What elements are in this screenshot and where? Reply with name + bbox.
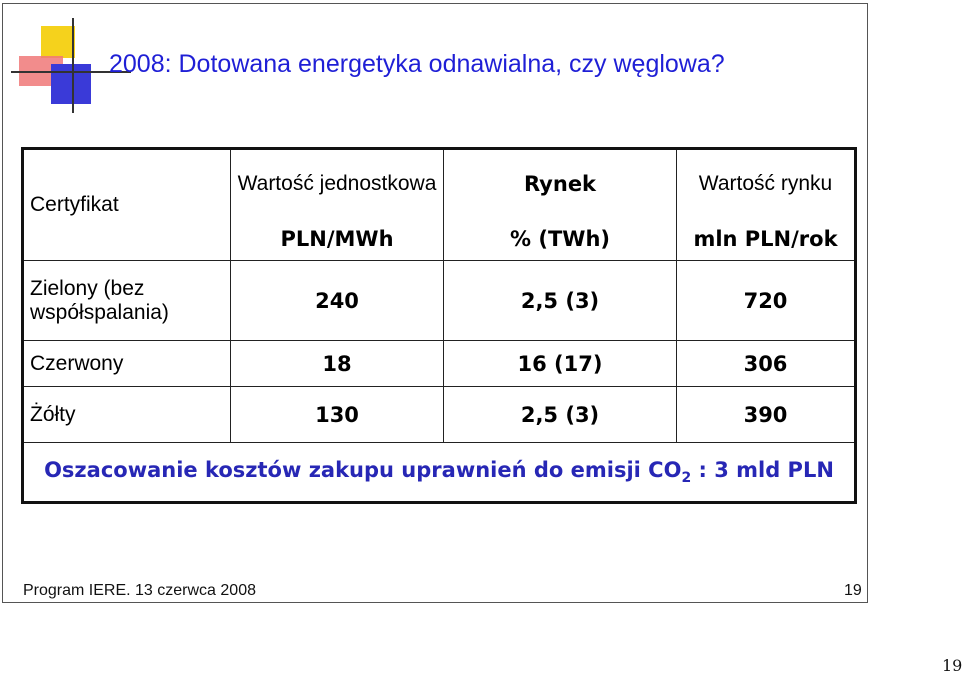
note-prefix: Oszacowanie kosztów zakupu uprawnień do emisji CO xyxy=(44,457,682,482)
table-row xyxy=(23,261,856,341)
header-wartosc-jednostkowa: Wartość jednostkowa xyxy=(231,149,444,219)
certificates-table xyxy=(21,147,857,504)
row-certyfikat: Czerwony xyxy=(23,341,231,387)
row-wartosc: 240 xyxy=(231,261,444,341)
row-wartosc: 130 xyxy=(231,387,444,443)
table-note-row xyxy=(23,443,856,503)
row-rynek: 16 (17) xyxy=(444,341,677,387)
row-wartosc-rynku: 390 xyxy=(677,387,856,443)
logo-blue-square xyxy=(51,64,91,104)
slide xyxy=(2,3,868,603)
header-rynek: Rynek xyxy=(444,149,677,219)
footer-slide-number: 19 xyxy=(844,582,862,599)
row-wartosc-rynku: 306 xyxy=(677,341,856,387)
table-header-row xyxy=(23,149,856,219)
emission-cost-note xyxy=(23,443,856,503)
table-row xyxy=(23,341,856,387)
unit-wartosc-jednostkowa: PLN/MWh xyxy=(231,219,444,261)
row-certyfikat: Żółty xyxy=(23,387,231,443)
row-certyfikat: Zielony (bez współspalania) xyxy=(23,261,231,341)
row-wartosc-rynku: 720 xyxy=(677,261,856,341)
page-number: 19 xyxy=(942,656,962,675)
logo-yellow-square xyxy=(41,26,75,58)
unit-rynek: % (TWh) xyxy=(444,219,677,261)
header-wartosc-rynku: Wartość rynku xyxy=(677,149,856,219)
row-rynek: 2,5 (3) xyxy=(444,387,677,443)
note-suffix: : 3 mld PLN xyxy=(691,457,834,482)
table-row xyxy=(23,387,856,443)
slide-title: 2008: Dotowana energetyka odnawialna, czy węglowa? xyxy=(109,50,725,78)
row-wartosc: 18 xyxy=(231,341,444,387)
unit-wartosc-rynku: mln PLN/rok xyxy=(677,219,856,261)
header-certyfikat: Certyfikat xyxy=(23,149,231,261)
note-subscript: 2 xyxy=(681,470,692,487)
footer-left-text: Program IERE. 13 czerwca 2008 xyxy=(23,582,256,599)
row-rynek: 2,5 (3) xyxy=(444,261,677,341)
